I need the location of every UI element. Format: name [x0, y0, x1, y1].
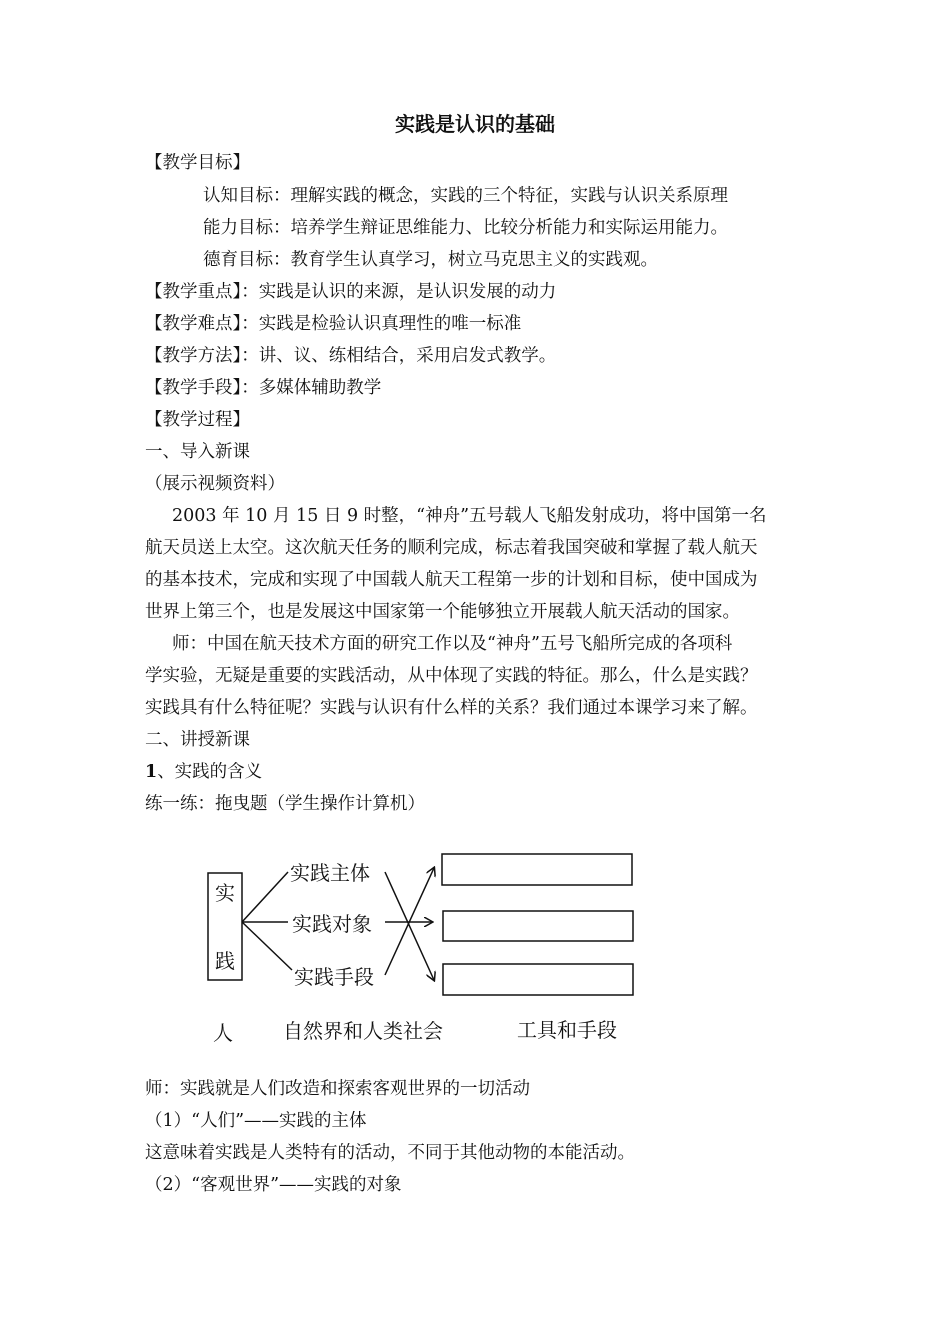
paragraph-line: 师：中国在航天技术方面的研究工作以及“神舟”五号飞船所完成的各项科: [172, 634, 733, 654]
point-1-description: 这意味着实践是人类特有的活动，不同于其他动物的本能活动。: [145, 1143, 635, 1163]
branch-label-subject: 实践主体: [290, 861, 370, 885]
root-char: 践: [215, 949, 235, 973]
point-1: （1）“人们”——实践的主体: [145, 1111, 367, 1131]
subsection-number: 1: [145, 762, 158, 782]
point-2: （2）“客观世界”——实践的对象: [145, 1175, 402, 1195]
paragraph-line: 的基本技术，完成和实现了中国载人航天工程第一步的计划和目标，使中国成为: [145, 570, 758, 590]
video-note: （展示视频资料）: [145, 474, 285, 494]
root-char: 实: [215, 881, 235, 905]
paragraph-line: 航天员送上太空。这次航天任务的顺利完成，标志着我国突破和掌握了载人航天: [145, 538, 758, 558]
branch-line: [242, 922, 292, 970]
answer-drop-box[interactable]: [443, 911, 633, 941]
drag-option-nature-society[interactable]: 自然界和人类社会: [283, 1019, 443, 1043]
paragraph-line: 学实验，无疑是重要的实践活动，从中体现了实践的特征。那么，什么是实践？: [145, 666, 758, 686]
section-1-heading: 一、导入新课: [145, 442, 250, 462]
arrow-line: [385, 872, 434, 980]
drag-option-tools[interactable]: 工具和手段: [517, 1018, 617, 1042]
paragraph-line: 世界上第三个，也是发展这中国家第一个能够独立开展载人航天活动的国家。: [145, 602, 740, 622]
teaching-method: 【教学方法】：讲、议、练相结合，采用启发式教学。: [145, 346, 557, 366]
drag-option-people[interactable]: 人: [213, 1021, 233, 1045]
paragraph-line: 2003 年 10 月 15 日 9 时整，“神舟”五号载人飞船发射成功，将中国第一名: [172, 506, 767, 526]
process-heading: 【教学过程】: [145, 410, 250, 430]
paragraph-line: 实践具有什么特征呢？实践与认识有什么样的关系？我们通过本课学习来了解。: [145, 698, 758, 718]
branch-label-object: 实践对象: [292, 912, 372, 936]
difficulty: 【教学难点】：实践是检验认识真理性的唯一标准: [145, 314, 522, 334]
section-2-heading: 二、讲授新课: [145, 730, 250, 750]
key-point: 【教学重点】：实践是认识的来源，是认识发展的动力: [145, 282, 557, 302]
branch-label-means: 实践手段: [294, 965, 374, 989]
objective-moral: 德育目标：教育学生认真学习，树立马克思主义的实践观。: [203, 250, 658, 270]
subsection-title: 、实践的含义: [157, 762, 263, 782]
answer-drop-box[interactable]: [442, 854, 632, 885]
exercise-instruction: 练一练：拖曳题（学生操作计算机）: [145, 794, 425, 814]
branch-line: [242, 872, 288, 922]
objectives-heading: 【教学目标】: [145, 153, 250, 173]
objective-ability: 能力目标：培养学生辩证思维能力、比较分析能力和实际运用能力。: [203, 218, 728, 238]
answer-drop-box[interactable]: [443, 964, 633, 995]
page-title: 实践是认识的基础: [395, 112, 555, 136]
teaching-means: 【教学手段】：多媒体辅助教学: [145, 378, 382, 398]
teacher-definition: 师：实践就是人们改造和探索客观世界的一切活动: [145, 1079, 530, 1099]
objective-cognitive: 认知目标：理解实践的概念，实践的三个特征，实践与认识关系原理: [203, 186, 728, 206]
